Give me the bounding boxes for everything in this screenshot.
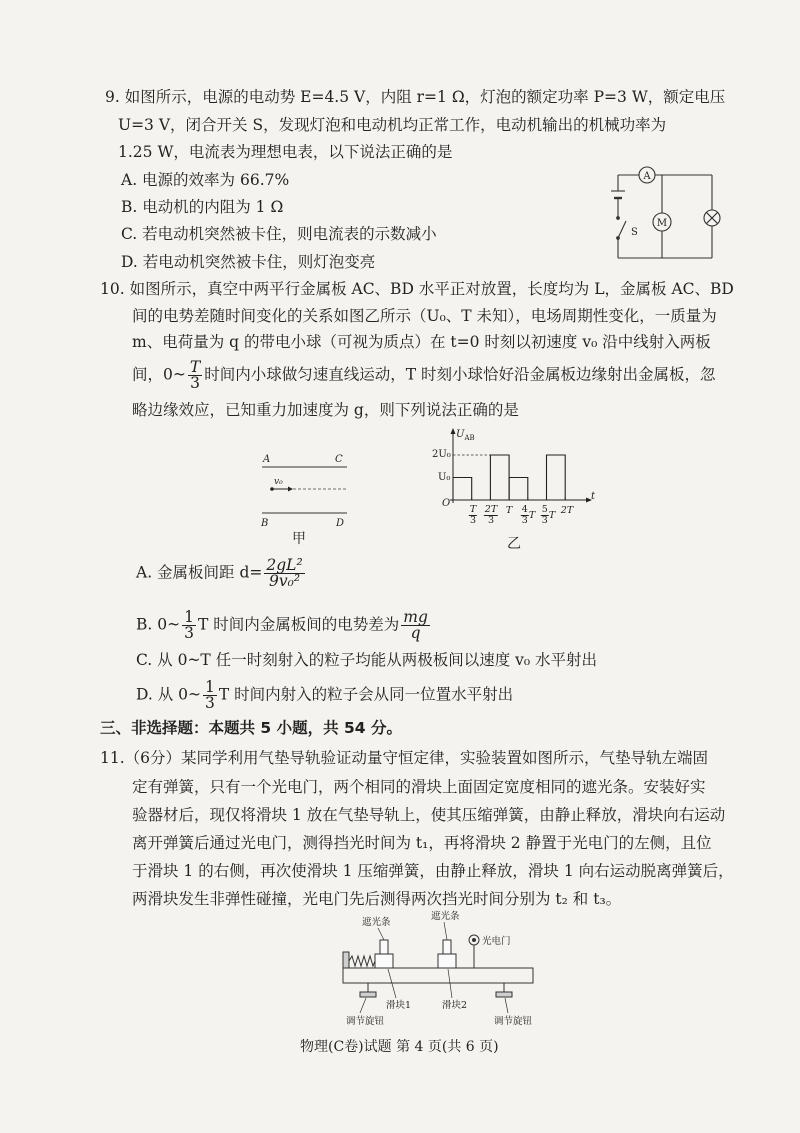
fraction-numerator: 1	[184, 608, 194, 626]
u-axis-arrow	[451, 428, 456, 434]
x-tick-t3	[469, 505, 477, 526]
fraction-numerator: 1	[205, 678, 215, 696]
q9-stem-line-1: 9. 如图所示，电源的电动势 E=4.5 V，内阻 r=1 Ω，灯泡的额定功率 P=3 W，额定电压	[105, 88, 726, 106]
motor-label: M	[656, 218, 668, 229]
pulse-4	[509, 478, 528, 501]
tick-den: 3	[541, 515, 548, 526]
q10-stem-line-4	[132, 360, 715, 391]
q9-option-d: D. 若电动机突然被卡住，则灯泡变亮	[121, 253, 376, 271]
figure-yi-caption: 乙	[507, 536, 521, 552]
label-d: D	[336, 518, 345, 529]
t-axis-label: t	[591, 491, 596, 502]
fraction-d	[264, 558, 304, 589]
q11-stem-line-3: 验器材后，现仅将滑块 1 放在气垫导轨上，使其压缩弹簧，由静止释放，滑块向右运动	[132, 806, 726, 824]
switch-label: S	[631, 227, 638, 238]
fraction-denominator: 3	[190, 374, 200, 392]
origin-label: O	[442, 498, 451, 509]
q10-line4-suffix: 时间内小球做匀速直线运动，T 时刻小球恰好沿金属板边缘射出金属板，忽	[204, 365, 716, 384]
q9-option-b: B. 电动机的内阻为 1 Ω	[121, 198, 284, 216]
q10-option-a	[136, 558, 307, 589]
knob-2-label: 调节旋钮	[494, 1016, 533, 1027]
slider-2-label: 滑块2	[442, 1000, 468, 1011]
photogate-dot	[473, 939, 476, 942]
q10-line4-prefix: 间，0~	[132, 365, 186, 384]
pulse-6	[547, 455, 566, 500]
y-tick-u0: U₀	[438, 472, 451, 483]
photogate-label: 光电门	[482, 936, 511, 947]
slider-1	[375, 954, 393, 968]
q11-apparatus-diagram	[340, 912, 540, 1032]
fraction-mg-over-q	[401, 610, 430, 641]
tick-den: 3	[469, 515, 477, 526]
shading-strip-1	[380, 940, 388, 954]
ammeter-label: A	[643, 171, 651, 182]
knob-1-label: 调节旋钮	[346, 1016, 385, 1027]
option-d-prefix: D. 从 0~	[136, 685, 202, 704]
fraction-one-third	[203, 680, 217, 711]
y-tick-2u0: 2U₀	[432, 449, 451, 460]
u-axis-subscript: AB	[464, 434, 475, 442]
q11-stem-line-6: 两滑块发生非弹性碰撞，光电门先后测得两次挡光时间分别为 t₂ 和 t₃。	[132, 890, 622, 908]
slider-1-label: 滑块1	[386, 1000, 412, 1011]
option-d-suffix: T 时间内射入的粒子会从同一位置水平射出	[218, 685, 514, 704]
tick-num: 5	[541, 504, 548, 515]
x-tick-t: T	[505, 505, 513, 516]
switch-contact-top	[617, 217, 620, 220]
q10-stem-line-1: 10. 如图所示，真空中两平行金属板 AC、BD 水平正对放置，长度均为 L，金属板 AC、BD	[100, 280, 734, 298]
label-v0: v₀	[274, 477, 283, 487]
fraction-one-third	[182, 610, 196, 641]
x-tick-5t3	[541, 505, 555, 526]
tick-suffix: T	[528, 510, 536, 521]
knob-1-icon	[360, 992, 376, 997]
knob-2-icon	[496, 992, 512, 997]
q11-stem-line-2: 定有弹簧，只有一个光电门，两个相同的滑块上面固定宽度相同的遮光条。安装好实	[132, 778, 706, 796]
q10-figure-jia	[255, 450, 355, 530]
q10-stem-line-3: m、电荷量为 q 的带电小球（可视为质点）在 t=0 时刻以初速度 v₀ 沿中线射入两板	[132, 333, 711, 351]
fraction-denominator: q	[410, 624, 421, 642]
section-3-heading: 三、非选择题：本题共 5 小题，共 54 分。	[100, 719, 402, 737]
tick-suffix: T	[548, 510, 556, 521]
x-tick-2t: 2T	[560, 505, 574, 516]
pulse-1	[453, 478, 472, 501]
spring-icon	[349, 956, 375, 966]
shading-strip-2	[443, 940, 451, 954]
u-axis-symbol: U	[456, 429, 465, 440]
x-tick-4t3	[521, 505, 535, 526]
q10-stem-line-5: 略边缘效应，已知重力加速度为 g，则下列说法正确的是	[132, 401, 519, 419]
q10-option-b	[136, 610, 432, 641]
q10-figure-yi	[420, 425, 600, 535]
page-footer: 物理(C卷)试题 第 4 页(共 6 页)	[300, 1039, 499, 1055]
q9-option-c: C. 若电动机突然被卡住，则电流表的示数减小	[121, 225, 437, 243]
q9-option-a: A. 电源的效率为 66.7%	[121, 171, 290, 189]
fraction-numerator: mg	[403, 608, 428, 626]
tick-num: 2T	[484, 504, 498, 515]
q10-stem-line-2: 间的电势差随时间变化的关系如图乙所示（U₀、T 未知），电场周期性变化，一质量为	[132, 307, 717, 325]
q9-circuit-diagram	[605, 160, 720, 265]
q10-option-c: C. 从 0~T 任一时刻射入的粒子均能从两极板间以速度 v₀ 水平射出	[136, 651, 598, 669]
slider-2	[438, 954, 456, 968]
tick-num: T	[469, 504, 477, 515]
strip-2-leader	[444, 922, 447, 940]
label-a: A	[263, 454, 271, 465]
q9-stem-line-2: U=3 V，闭合开关 S，发现灯泡和电动机均正常工作，电动机输出的机械功率为	[118, 116, 667, 134]
strip-1-label: 遮光条	[362, 917, 391, 928]
fraction-numerator: T	[189, 358, 201, 376]
x-tick-2t3	[484, 505, 498, 526]
tick-num: 4	[521, 504, 528, 515]
q11-stem-line-5: 于滑块 1 的右侧，再次使滑块 1 压缩弹簧，由静止释放，滑块 1 向右运动脱离弹簧后，	[132, 862, 734, 880]
figure-jia-caption: 甲	[292, 531, 306, 547]
q9-stem-line-3: 1.25 W，电流表为理想电表，以下说法正确的是	[118, 143, 453, 161]
label-c: C	[335, 454, 343, 465]
fraction-t-over-3	[188, 360, 202, 391]
air-track	[343, 968, 533, 983]
label-b: B	[261, 518, 269, 529]
strip-2-label: 遮光条	[431, 911, 460, 922]
q11-stem-line-4: 离开弹簧后通过光电门，测得挡光时间为 t₁，再将滑块 2 静置于光电门的左侧，且位	[132, 834, 712, 852]
q11-stem-line-1: 11.（6分）某同学利用气垫导轨验证动量守恒定律，实验装置如图所示，气垫导轨左端固	[100, 749, 709, 767]
track-end-stop	[343, 952, 349, 968]
knob-1-leader	[360, 998, 366, 1013]
tick-den: 3	[521, 515, 528, 526]
fraction-denominator: 9v₀²	[269, 572, 301, 590]
tick-den: 3	[487, 515, 495, 526]
switch-blade	[618, 221, 626, 238]
q10-option-d	[136, 680, 513, 711]
strip-1-leader	[378, 928, 384, 940]
fraction-denominator: 3	[184, 624, 194, 642]
lamp-cross	[706, 212, 717, 223]
fraction-denominator: 3	[205, 694, 215, 712]
option-a-prefix: A. 金属板间距 d=	[136, 563, 263, 582]
pulse-3	[490, 455, 509, 500]
knob-2-leader	[505, 998, 508, 1013]
u-axis-label	[456, 429, 475, 444]
option-b-prefix: B. 0~	[136, 615, 181, 634]
velocity-arrowhead	[288, 487, 293, 492]
option-b-mid: T 时间内金属板间的电势差为	[197, 615, 400, 634]
fraction-numerator: 2gL²	[266, 556, 303, 574]
